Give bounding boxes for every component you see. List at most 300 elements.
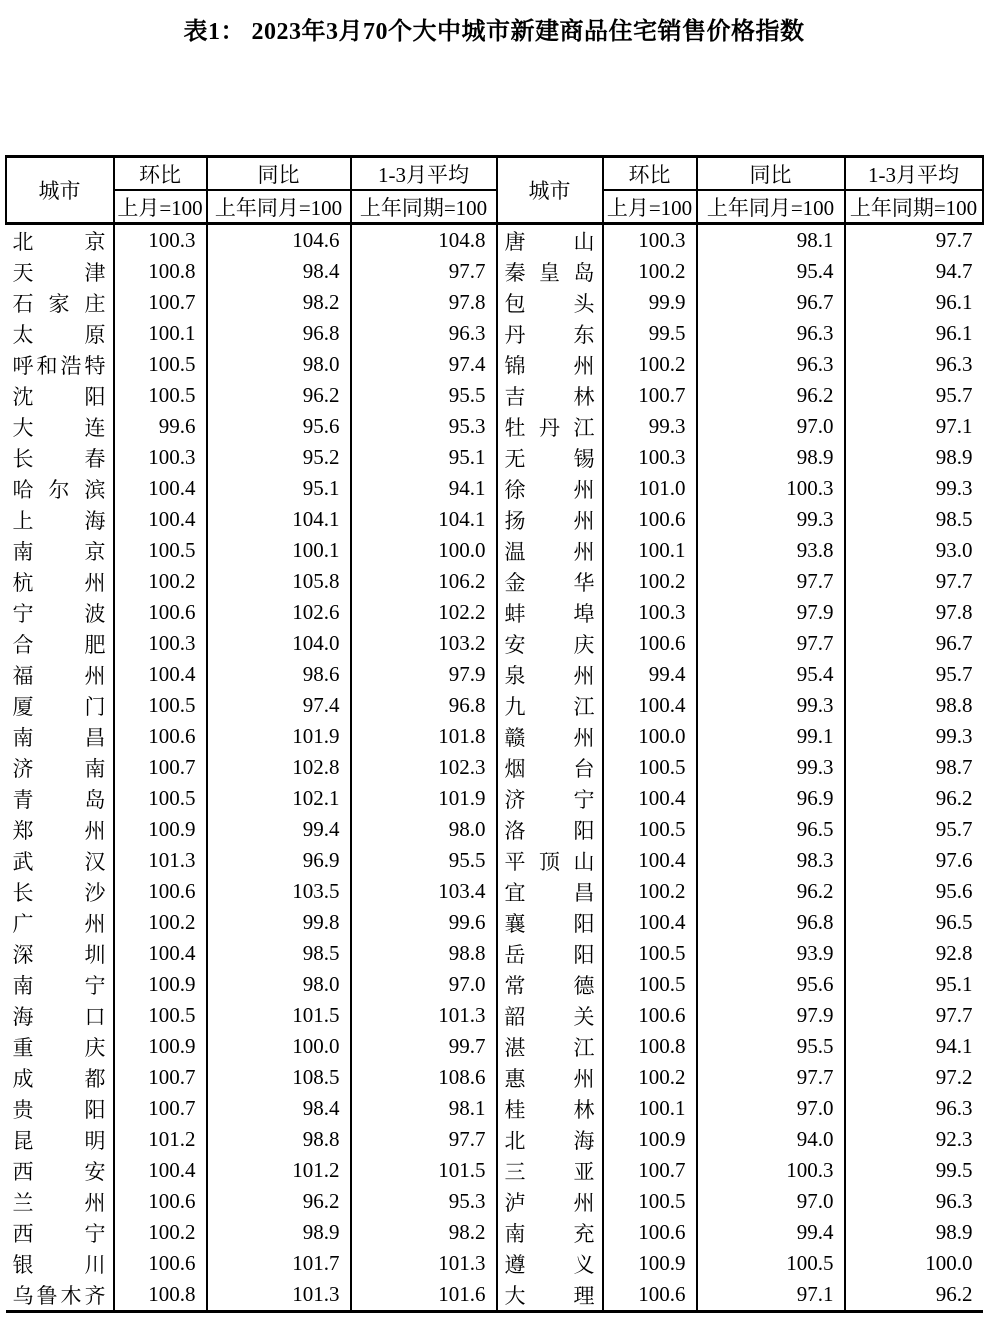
- yoy-cell: 100.3: [697, 1155, 845, 1186]
- city-cell: 西安: [6, 1155, 114, 1186]
- header-mom-right: 环比: [603, 157, 697, 191]
- mom-cell: 100.9: [603, 1124, 697, 1155]
- table-row: [6, 1248, 983, 1279]
- city-cell: 沈阳: [6, 380, 114, 411]
- avg-cell: 96.5: [935, 910, 973, 934]
- mom-cell: 100.7: [114, 287, 207, 318]
- city-cell: 桂林: [497, 1093, 603, 1124]
- mom-cell: 100.7: [603, 380, 697, 411]
- yoy-cell: 98.3: [697, 845, 845, 876]
- avg-cell: 97.7: [935, 228, 973, 252]
- yoy-cell: 98.9: [207, 1217, 351, 1248]
- table-row: [6, 411, 983, 442]
- city-cell: 泸州: [497, 1186, 603, 1217]
- mom-cell: 100.6: [603, 1279, 697, 1312]
- avg-cell: 96.2: [845, 1279, 983, 1312]
- yoy-cell: 97.0: [697, 411, 845, 442]
- mom-cell: 100.9: [114, 814, 207, 845]
- city-cell: 遵义: [497, 1248, 603, 1279]
- avg-cell: 97.1: [935, 414, 973, 438]
- yoy-cell: 96.7: [697, 287, 845, 318]
- header-avg-base-right: 上年同期=100: [845, 190, 983, 224]
- yoy-cell: 97.0: [697, 1093, 845, 1124]
- mom-cell: 100.0: [603, 721, 697, 752]
- avg-cell: 96.1: [935, 321, 973, 345]
- city-cell: 秦皇岛: [497, 256, 603, 287]
- avg-cell: 97.7: [351, 1124, 497, 1155]
- avg-cell: 95.7: [935, 817, 973, 841]
- yoy-cell: 101.5: [207, 1000, 351, 1031]
- city-cell: 襄阳: [497, 907, 603, 938]
- mom-cell: 100.8: [114, 256, 207, 287]
- city-cell: 温州: [497, 535, 603, 566]
- mom-cell: 100.1: [114, 318, 207, 349]
- city-cell: 西宁: [6, 1217, 114, 1248]
- mom-cell: 100.2: [603, 1062, 697, 1093]
- city-cell: 安庆: [497, 628, 603, 659]
- city-cell: 岳阳: [497, 938, 603, 969]
- yoy-cell: 98.2: [207, 287, 351, 318]
- yoy-cell: 105.8: [207, 566, 351, 597]
- avg-cell: 97.4: [351, 349, 497, 380]
- yoy-cell: 99.3: [697, 752, 845, 783]
- city-cell: 成都: [6, 1062, 114, 1093]
- yoy-cell: 104.1: [207, 504, 351, 535]
- avg-cell: 95.1: [351, 442, 497, 473]
- city-cell: 昆明: [6, 1124, 114, 1155]
- mom-cell: 100.5: [114, 1000, 207, 1031]
- city-cell: 湛江: [497, 1031, 603, 1062]
- header-city-left: 城市: [6, 157, 114, 224]
- mom-cell: 100.5: [603, 1186, 697, 1217]
- city-cell: 大连: [6, 411, 114, 442]
- city-cell: 洛阳: [497, 814, 603, 845]
- avg-cell: 97.7: [351, 256, 497, 287]
- avg-cell: 97.7: [935, 569, 973, 593]
- avg-cell: 97.0: [351, 969, 497, 1000]
- avg-cell: 102.3: [351, 752, 497, 783]
- mom-cell: 100.8: [603, 1031, 697, 1062]
- yoy-cell: 98.9: [697, 442, 845, 473]
- table-row: [6, 535, 983, 566]
- mom-cell: 100.6: [603, 1217, 697, 1248]
- city-cell: 南充: [497, 1217, 603, 1248]
- mom-cell: 100.3: [603, 597, 697, 628]
- avg-cell: 96.3: [351, 318, 497, 349]
- city-cell: 深圳: [6, 938, 114, 969]
- yoy-cell: 96.8: [697, 907, 845, 938]
- avg-cell: 95.5: [351, 380, 497, 411]
- yoy-cell: 93.8: [697, 535, 845, 566]
- city-cell: 哈尔滨: [6, 473, 114, 504]
- yoy-cell: 96.2: [697, 876, 845, 907]
- city-cell: 南京: [6, 535, 114, 566]
- avg-cell: 96.3: [935, 1189, 973, 1213]
- table-row: [6, 1031, 983, 1062]
- city-cell: 北海: [497, 1124, 603, 1155]
- yoy-cell: 103.5: [207, 876, 351, 907]
- city-cell: 天津: [6, 256, 114, 287]
- avg-cell: 92.8: [935, 941, 973, 965]
- yoy-cell: 97.9: [697, 1000, 845, 1031]
- avg-cell: 94.7: [935, 259, 973, 283]
- yoy-cell: 101.2: [207, 1155, 351, 1186]
- yoy-cell: 95.4: [697, 659, 845, 690]
- mom-cell: 100.7: [114, 1093, 207, 1124]
- yoy-cell: 95.2: [207, 442, 351, 473]
- city-cell: 韶关: [497, 1000, 603, 1031]
- mom-cell: 99.9: [603, 287, 697, 318]
- avg-cell: 100.0: [351, 535, 497, 566]
- mom-cell: 100.1: [603, 1093, 697, 1124]
- table-row: [6, 628, 983, 659]
- table-row: [6, 814, 983, 845]
- table-row: [6, 1155, 983, 1186]
- mom-cell: 100.7: [114, 1062, 207, 1093]
- avg-cell: 101.3: [351, 1000, 497, 1031]
- mom-cell: 100.2: [603, 566, 697, 597]
- mom-cell: 100.4: [603, 783, 697, 814]
- avg-cell: 101.9: [351, 783, 497, 814]
- avg-cell: 103.2: [351, 628, 497, 659]
- mom-cell: 100.4: [603, 690, 697, 721]
- mom-cell: 100.6: [603, 504, 697, 535]
- header-avg-left: 1-3月平均: [351, 157, 497, 191]
- yoy-cell: 100.3: [697, 473, 845, 504]
- yoy-cell: 95.4: [697, 256, 845, 287]
- mom-cell: 100.2: [114, 1217, 207, 1248]
- yoy-cell: 97.0: [697, 1186, 845, 1217]
- mom-cell: 100.6: [114, 597, 207, 628]
- city-cell: 平顶山: [497, 845, 603, 876]
- city-cell: 包头: [497, 287, 603, 318]
- yoy-cell: 95.1: [207, 473, 351, 504]
- city-cell: 徐州: [497, 473, 603, 504]
- avg-cell: 99.5: [935, 1158, 973, 1182]
- yoy-cell: 99.3: [697, 504, 845, 535]
- avg-cell: 96.8: [351, 690, 497, 721]
- city-cell: 合肥: [6, 628, 114, 659]
- city-cell: 济南: [6, 752, 114, 783]
- table-row: [6, 256, 983, 287]
- yoy-cell: 96.2: [697, 380, 845, 411]
- city-cell: 三亚: [497, 1155, 603, 1186]
- table-row: [6, 845, 983, 876]
- mom-cell: 99.5: [603, 318, 697, 349]
- yoy-cell: 98.0: [207, 349, 351, 380]
- city-cell: 唐山: [497, 224, 603, 257]
- yoy-cell: 102.1: [207, 783, 351, 814]
- city-cell: 上海: [6, 504, 114, 535]
- yoy-cell: 104.6: [207, 224, 351, 257]
- city-cell: 烟台: [497, 752, 603, 783]
- mom-cell: 100.5: [114, 380, 207, 411]
- mom-cell: 99.4: [603, 659, 697, 690]
- avg-cell: 101.6: [351, 1279, 497, 1312]
- yoy-cell: 97.7: [697, 1062, 845, 1093]
- table-row: [6, 907, 983, 938]
- avg-cell: 98.1: [351, 1093, 497, 1124]
- mom-cell: 100.3: [114, 224, 207, 257]
- mom-cell: 100.6: [114, 1186, 207, 1217]
- city-cell: 丹东: [497, 318, 603, 349]
- yoy-cell: 99.4: [207, 814, 351, 845]
- yoy-cell: 96.8: [207, 318, 351, 349]
- avg-cell: 94.1: [351, 473, 497, 504]
- avg-cell: 99.6: [351, 907, 497, 938]
- yoy-cell: 96.9: [697, 783, 845, 814]
- mom-cell: 99.6: [114, 411, 207, 442]
- city-cell: 泉州: [497, 659, 603, 690]
- city-cell: 常德: [497, 969, 603, 1000]
- table-row: [6, 1062, 983, 1093]
- yoy-cell: 97.7: [697, 628, 845, 659]
- avg-cell: 100.0: [925, 1251, 973, 1275]
- mom-cell: 101.3: [114, 845, 207, 876]
- header-avg-base-left: 上年同期=100: [351, 190, 497, 224]
- mom-cell: 100.9: [114, 1031, 207, 1062]
- mom-cell: 100.9: [603, 1248, 697, 1279]
- avg-cell: 101.8: [351, 721, 497, 752]
- table-row: [6, 566, 983, 597]
- avg-cell: 97.7: [935, 1003, 973, 1027]
- avg-cell: 99.7: [351, 1031, 497, 1062]
- table-body: [6, 224, 983, 1312]
- table-row: [6, 938, 983, 969]
- mom-cell: 100.6: [114, 721, 207, 752]
- table-title: 表1： 2023年3月70个大中城市新建商品住宅销售价格指数: [183, 19, 805, 45]
- avg-cell: 101.3: [351, 1248, 497, 1279]
- mom-cell: 100.5: [114, 535, 207, 566]
- yoy-cell: 93.9: [697, 938, 845, 969]
- header-mom-base-right: 上月=100: [603, 190, 697, 224]
- yoy-cell: 96.9: [207, 845, 351, 876]
- city-cell: 锦州: [497, 349, 603, 380]
- city-cell: 北京: [6, 224, 114, 257]
- mom-cell: 99.3: [603, 411, 697, 442]
- avg-cell: 108.6: [351, 1062, 497, 1093]
- table-header: [6, 157, 983, 224]
- yoy-cell: 98.5: [207, 938, 351, 969]
- mom-cell: 100.5: [603, 938, 697, 969]
- yoy-cell: 99.3: [697, 690, 845, 721]
- city-cell: 乌鲁木齐: [6, 1279, 114, 1312]
- mom-cell: 100.7: [114, 752, 207, 783]
- avg-cell: 98.5: [935, 507, 973, 531]
- city-cell: 无锡: [497, 442, 603, 473]
- price-index-table: [5, 155, 984, 1313]
- city-cell: 郑州: [6, 814, 114, 845]
- yoy-cell: 99.4: [697, 1217, 845, 1248]
- table-row: [6, 597, 983, 628]
- yoy-cell: 97.1: [697, 1279, 845, 1312]
- table-row: [6, 690, 983, 721]
- table-row: [6, 1093, 983, 1124]
- header-mom-base-left: 上月=100: [114, 190, 207, 224]
- mom-cell: 100.7: [603, 1155, 697, 1186]
- city-cell: 扬州: [497, 504, 603, 535]
- table-row: [6, 1000, 983, 1031]
- yoy-cell: 96.3: [697, 349, 845, 380]
- avg-cell: 99.3: [935, 724, 973, 748]
- mom-cell: 100.8: [114, 1279, 207, 1312]
- yoy-cell: 97.7: [697, 566, 845, 597]
- mom-cell: 100.6: [603, 1000, 697, 1031]
- mom-cell: 100.2: [603, 876, 697, 907]
- city-cell: 青岛: [6, 783, 114, 814]
- mom-cell: 100.4: [603, 845, 697, 876]
- avg-cell: 96.1: [935, 290, 973, 314]
- header-row-groups: [6, 157, 983, 191]
- city-cell: 石家庄: [6, 287, 114, 318]
- city-cell: 南昌: [6, 721, 114, 752]
- yoy-cell: 98.1: [697, 224, 845, 257]
- header-city-right: 城市: [497, 157, 603, 224]
- mom-cell: 100.4: [114, 1155, 207, 1186]
- table-row: [6, 349, 983, 380]
- avg-cell: 93.0: [935, 538, 973, 562]
- city-cell: 贵阳: [6, 1093, 114, 1124]
- avg-cell: 97.8: [351, 287, 497, 318]
- avg-cell: 96.2: [935, 786, 973, 810]
- avg-cell: 98.8: [935, 693, 973, 717]
- avg-cell: 96.3: [935, 1096, 973, 1120]
- avg-cell: 97.9: [351, 659, 497, 690]
- avg-cell: 97.6: [935, 848, 973, 872]
- table-row: [6, 287, 983, 318]
- table-row: [6, 1124, 983, 1155]
- header-avg-right: 1-3月平均: [845, 157, 983, 191]
- mom-cell: 100.1: [603, 535, 697, 566]
- yoy-cell: 108.5: [207, 1062, 351, 1093]
- mom-cell: 100.3: [114, 442, 207, 473]
- city-cell: 长沙: [6, 876, 114, 907]
- city-cell: 蚌埠: [497, 597, 603, 628]
- header-mom-left: 环比: [114, 157, 207, 191]
- city-cell: 广州: [6, 907, 114, 938]
- avg-cell: 95.6: [935, 879, 973, 903]
- table-row: [6, 876, 983, 907]
- yoy-cell: 95.5: [697, 1031, 845, 1062]
- mom-cell: 100.2: [114, 907, 207, 938]
- yoy-cell: 99.8: [207, 907, 351, 938]
- avg-cell: 95.1: [935, 972, 973, 996]
- table-row: [6, 504, 983, 535]
- avg-cell: 98.7: [935, 755, 973, 779]
- mom-cell: 100.5: [603, 752, 697, 783]
- table-row: [6, 721, 983, 752]
- header-yoy-base-left: 上年同月=100: [207, 190, 351, 224]
- city-cell: 南宁: [6, 969, 114, 1000]
- yoy-cell: 100.0: [207, 1031, 351, 1062]
- yoy-cell: 100.5: [697, 1248, 845, 1279]
- table-row: [6, 442, 983, 473]
- mom-cell: 100.3: [603, 442, 697, 473]
- avg-cell: 104.1: [351, 504, 497, 535]
- avg-cell: 98.8: [351, 938, 497, 969]
- mom-cell: 100.9: [114, 969, 207, 1000]
- mom-cell: 100.3: [603, 224, 697, 257]
- city-cell: 金华: [497, 566, 603, 597]
- table-row: [6, 752, 983, 783]
- city-cell: 吉林: [497, 380, 603, 411]
- header-row-bases: [6, 190, 983, 224]
- mom-cell: 101.0: [603, 473, 697, 504]
- yoy-cell: 95.6: [697, 969, 845, 1000]
- mom-cell: 100.5: [603, 969, 697, 1000]
- yoy-cell: 99.1: [697, 721, 845, 752]
- avg-cell: 97.2: [935, 1065, 973, 1089]
- avg-cell: 95.7: [935, 383, 973, 407]
- avg-cell: 101.5: [351, 1155, 497, 1186]
- yoy-cell: 95.6: [207, 411, 351, 442]
- yoy-cell: 97.4: [207, 690, 351, 721]
- yoy-cell: 98.8: [207, 1124, 351, 1155]
- avg-cell: 97.8: [935, 600, 973, 624]
- avg-cell: 98.2: [351, 1217, 497, 1248]
- avg-cell: 95.5: [351, 845, 497, 876]
- avg-cell: 104.8: [351, 224, 497, 257]
- city-cell: 牡丹江: [497, 411, 603, 442]
- table-row: [6, 224, 983, 257]
- city-cell: 银川: [6, 1248, 114, 1279]
- yoy-cell: 104.0: [207, 628, 351, 659]
- mom-cell: 100.4: [603, 907, 697, 938]
- yoy-cell: 94.0: [697, 1124, 845, 1155]
- avg-cell: 95.7: [935, 662, 973, 686]
- yoy-cell: 98.0: [207, 969, 351, 1000]
- city-cell: 福州: [6, 659, 114, 690]
- mom-cell: 100.6: [114, 876, 207, 907]
- mom-cell: 100.4: [114, 473, 207, 504]
- avg-cell: 98.9: [935, 1220, 973, 1244]
- yoy-cell: 96.2: [207, 380, 351, 411]
- mom-cell: 100.5: [114, 349, 207, 380]
- mom-cell: 100.2: [603, 349, 697, 380]
- yoy-cell: 98.4: [207, 256, 351, 287]
- yoy-cell: 96.2: [207, 1186, 351, 1217]
- table-row: [6, 1186, 983, 1217]
- mom-cell: 100.5: [114, 783, 207, 814]
- avg-cell: 103.4: [351, 876, 497, 907]
- yoy-cell: 101.7: [207, 1248, 351, 1279]
- yoy-cell: 102.6: [207, 597, 351, 628]
- table-row: [6, 659, 983, 690]
- avg-cell: 106.2: [351, 566, 497, 597]
- yoy-cell: 98.4: [207, 1093, 351, 1124]
- mom-cell: 100.4: [114, 504, 207, 535]
- table-row: [6, 318, 983, 349]
- city-cell: 呼和浩特: [6, 349, 114, 380]
- avg-cell: 98.9: [935, 445, 973, 469]
- avg-cell: 94.1: [935, 1034, 973, 1058]
- table-row: [6, 380, 983, 411]
- city-cell: 九江: [497, 690, 603, 721]
- yoy-cell: 101.3: [207, 1279, 351, 1312]
- table-row: [6, 783, 983, 814]
- avg-cell: 95.3: [351, 411, 497, 442]
- city-cell: 太原: [6, 318, 114, 349]
- header-yoy-left: 同比: [207, 157, 351, 191]
- header-yoy-base-right: 上年同月=100: [697, 190, 845, 224]
- mom-cell: 100.6: [603, 628, 697, 659]
- avg-cell: 96.7: [935, 631, 973, 655]
- avg-cell: 96.3: [935, 352, 973, 376]
- avg-cell: 98.0: [351, 814, 497, 845]
- mom-cell: 100.4: [114, 659, 207, 690]
- city-cell: 长春: [6, 442, 114, 473]
- city-cell: 济宁: [497, 783, 603, 814]
